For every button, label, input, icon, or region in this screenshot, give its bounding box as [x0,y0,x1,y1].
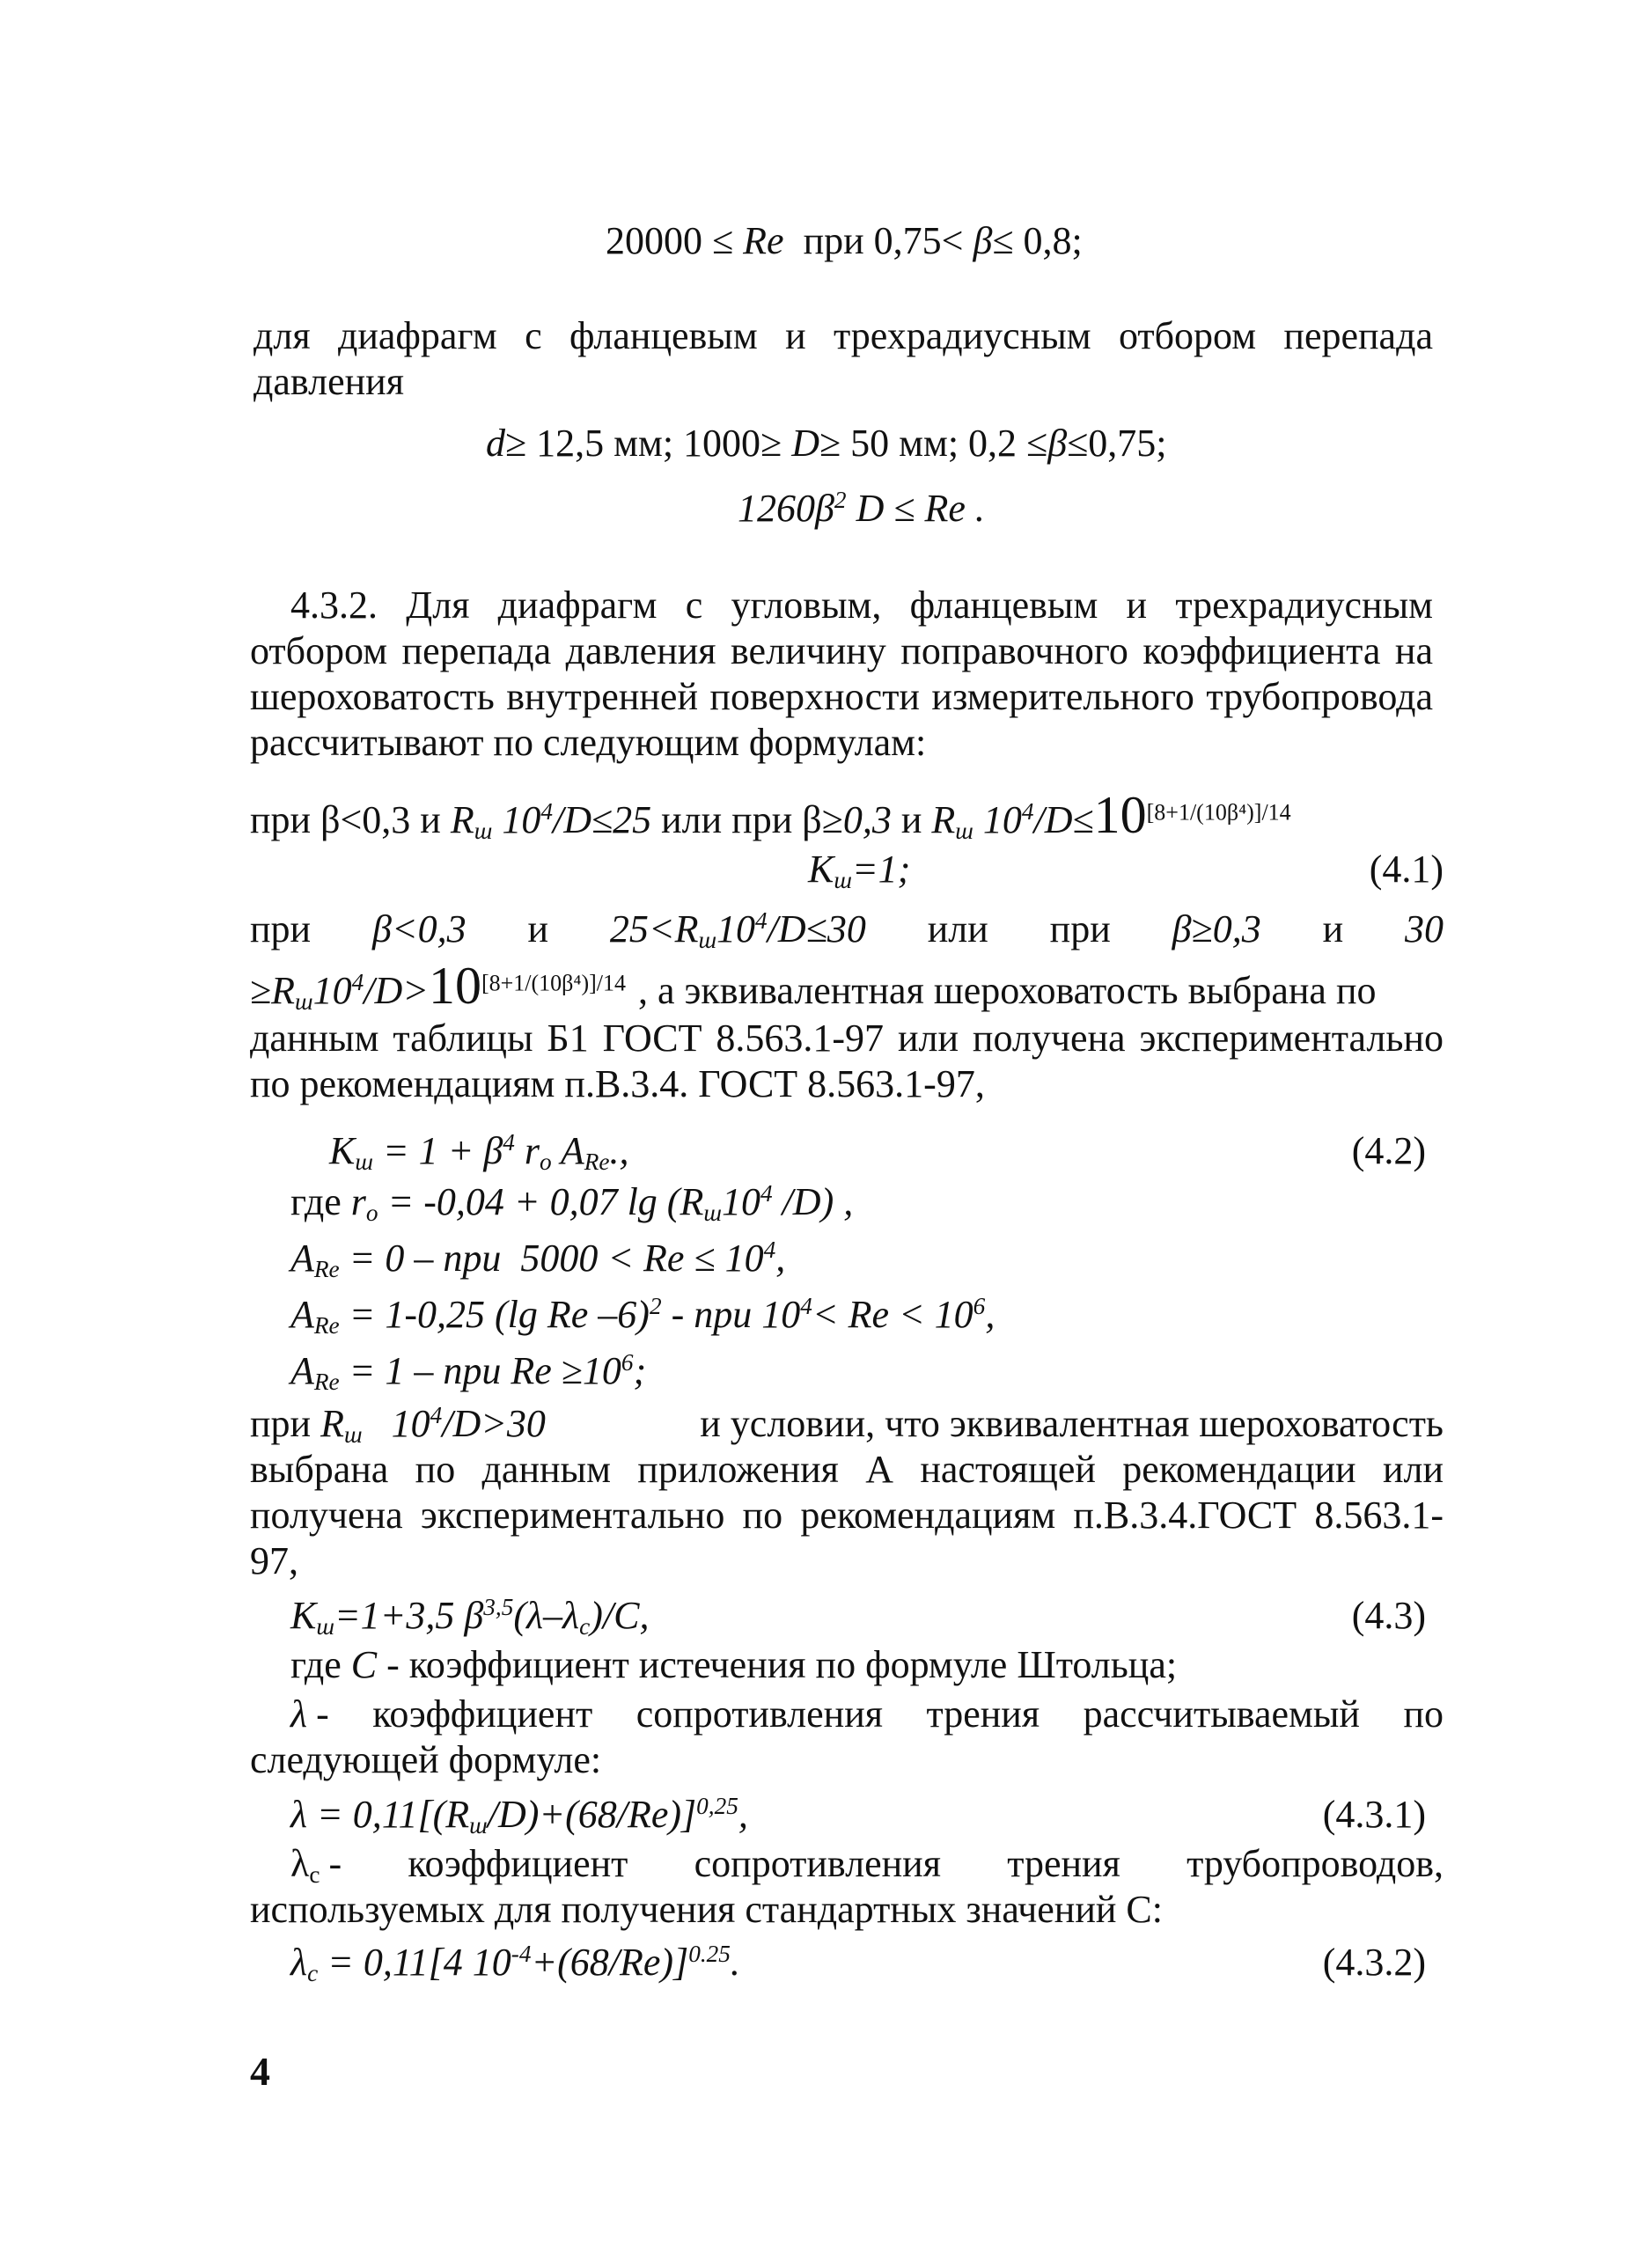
formula-text: 25<R [609,907,699,951]
formula-text: ≤ 0,8; [992,219,1083,262]
paragraph-line: 97, [250,1539,298,1582]
formula-text: )/C, [590,1594,650,1637]
subscript: o [540,1148,552,1175]
formula-text: (λ–λ [513,1594,580,1637]
formula-text: где [290,1180,351,1223]
symbol-K: K [808,848,834,891]
formula-text: 10 [1093,786,1147,844]
equation-4-3-2 [290,1940,740,1985]
superscript: 2 [834,487,847,513]
symbol-D: D [791,422,819,465]
formula-text: ; [633,1349,647,1392]
paragraph-line: используемых для получения стандартных значений С: [250,1888,1163,1931]
formula-text: /D>30 [442,1402,546,1445]
formula-text: 0,3 [842,798,892,841]
formula-text: - коэффициент истечения по формуле Штольца; [377,1643,1178,1686]
formula-text: 10 [716,907,756,951]
formula-text: A [551,1129,584,1172]
formula-text: +(68/Re)] [531,1941,689,1984]
symbol-K: K [329,1129,356,1172]
formula-text: /D≤30 [767,907,866,951]
formula-text: /D) , [772,1180,854,1223]
formula-text: , [738,1793,748,1836]
formula-text: /D> [364,969,429,1012]
are-line [290,1348,646,1394]
formula-text: /D≤ [1033,798,1094,841]
subscript: c [307,1959,319,1986]
superscript: 4 [763,1237,776,1263]
equation-4-3-1 [290,1792,748,1838]
equation-4-3 [290,1593,649,1639]
superscript: -4 [511,1941,532,1967]
symbol-C: C [350,1643,378,1686]
exponent: [8+1/(10β⁴)]/14 [1146,799,1291,826]
formula-beta: β [973,219,993,262]
subscript: ш [698,926,717,953]
formula-text: = 1-0,25 (lg Re –6) [339,1293,650,1336]
symbol-lambda: λ [290,1692,308,1736]
equation-number: (4.3.2) [1322,1941,1426,1984]
symbol-lambda: λ [290,1842,310,1885]
formula-text: и [527,907,548,951]
formula-text: 10 [492,798,541,841]
formula-text: r [514,1129,540,1172]
symbol-A: A [290,1349,314,1392]
formula-text: или при β≥ [651,798,843,841]
condition-line [738,486,985,532]
symbol-R: R [931,798,956,841]
formula-text: 20000 ≤ [606,219,744,262]
formula-text: , [985,1293,995,1336]
formula-text: при [1049,907,1111,951]
paragraph-line: получена экспериментально по рекомендациям п.В.3.4.ГОСТ 8.563.1- [250,1494,1444,1537]
subscript: ш [295,987,313,1015]
subscript: c [579,1612,591,1640]
superscript: 4 [503,1129,515,1156]
superscript: 0.25 [688,1941,731,1967]
formula-text: и условии, что эквивалентная шероховатость [700,1402,1444,1445]
paragraph-line: отбором перепада давления величину поправочного коэффициента на [250,629,1433,672]
page-number: 4 [250,2049,270,2094]
exponent: [8+1/(10β⁴)]/14 [481,970,627,996]
top-formula [606,218,1083,264]
formula-text: - коэффициент сопротивления трения трубопроводов, [328,1842,1444,1885]
formula-text: 10 [973,798,1022,841]
condition-42-line [250,957,1377,1015]
formula-text: =1+3,5 β [334,1594,484,1637]
paragraph-line [250,1401,1444,1447]
formula-text: < Re < 10 [812,1293,973,1336]
formula-text: - коэффициент сопротивления трения рассчитываемый по [316,1692,1444,1736]
formula-text: 10 [428,957,481,1015]
superscript: 4 [755,907,768,934]
subscript: c [309,1861,320,1888]
equation-number: (4.3) [1351,1594,1426,1637]
subscript: ш [474,817,493,844]
formula-text: и [891,798,932,841]
formula-text: D ≤ Re . [846,487,985,530]
equation-number: (4.2) [1351,1129,1426,1172]
where-r0 [290,1179,853,1225]
formula-text: . [730,1941,740,1984]
formula-text: = 0 – при 5000 < Re ≤ 10 [339,1237,764,1280]
formula-text: = 1 + β [372,1129,503,1172]
paragraph-line [290,1841,1444,1887]
formula-text: ≥ 50 мм; 0,2 ≤ [819,422,1048,465]
condition-42-line [250,906,1444,952]
subscript: ш [316,1612,334,1640]
formula-text: где [290,1643,351,1686]
paragraph-line: по рекомендациям п.В.3.4. ГОСТ 8.563.1-97, [250,1062,985,1105]
subscript: Re [313,1311,340,1339]
paragraph-line: 4.3.2. Для диафрагм с угловым, фланцевым и трехрадиусным [290,584,1433,627]
condition-line [486,421,1167,466]
subscript: ш [343,1420,363,1448]
formula-text: = 0,11[4 10 [318,1941,511,1984]
formula-text: 30 [1404,907,1444,951]
superscript: 4 [351,969,364,995]
equation-4-1 [808,847,910,892]
paragraph-line: следующей формуле: [250,1738,602,1781]
superscript: 6 [973,1293,986,1319]
formula-text: или [927,907,988,951]
formula-text: /D≤25 [552,798,652,841]
subscript: ш [355,1148,373,1175]
formula-text [290,1841,320,1887]
superscript: 4 [760,1180,773,1207]
formula-text: , а эквивалентная шероховатость выбрана по [638,969,1377,1012]
symbol-R: R [320,1402,344,1445]
formula-text: 10 [721,1180,760,1223]
formula-text: и [1322,907,1344,951]
formula-text: ≥R [250,969,296,1012]
symbol-A: A [290,1293,314,1336]
formula-text: при β<0,3 и [250,798,451,841]
formula-text: 1260β [738,487,834,530]
formula-text: ≥ 12,5 мм; 1000≥ [505,422,792,465]
paragraph-line: шероховатость внутренней поверхности измерительного трубопровода [250,675,1433,718]
subscript: ш [703,1199,722,1226]
formula-text: 10 [362,1402,430,1445]
formula-text: β<0,3 [371,907,467,951]
where-c [290,1642,1177,1688]
subscript: o [365,1199,378,1226]
formula-text [610,906,866,952]
equation-number: (4.3.1) [1322,1793,1426,1836]
formula-text: λ = 0,11[(R [290,1793,470,1836]
formula-text: при [250,1402,321,1445]
superscript: 4 [430,1402,443,1428]
formula-re: Re [743,219,784,262]
superscript: 0,25 [696,1793,738,1819]
formula-text: - при 10 [661,1293,801,1336]
equation-4-2 [329,1128,629,1174]
symbol-lambda: λ [290,1941,308,1984]
equation-number: (4.1) [1369,848,1444,891]
superscript: 3,5 [483,1594,514,1620]
symbol-d: d [486,422,505,465]
paragraph-line: выбрана по данным приложения А настоящей рекомендации или [250,1448,1444,1491]
superscript: 4 [1021,798,1034,825]
are-line [290,1236,785,1281]
superscript: 2 [649,1293,662,1319]
formula-beta: β [1047,422,1068,465]
symbol-r: r [350,1180,366,1223]
symbol-A: A [290,1237,314,1280]
formula-text: β≥0,3 [1172,907,1261,951]
superscript: 4 [800,1293,812,1319]
paragraph-line: для диафрагм с фланцевым и трехрадиусным отбором перепада [253,314,1433,357]
formula-text: =1; [851,848,911,891]
formula-text: при 0,75< [783,219,973,262]
subscript: ш [469,1811,488,1839]
paragraph-line [290,1692,1444,1737]
formula-text: при [250,907,312,951]
formula-text: ≤0,75; [1067,422,1167,465]
formula-text [250,1401,546,1447]
subscript: Re [584,1148,610,1175]
paragraph-line: данным таблицы Б1 ГОСТ 8.563.1-97 или получена экспериментально [250,1017,1444,1060]
symbol-K: K [290,1594,317,1637]
superscript: 4 [540,798,553,825]
symbol-R: R [450,798,474,841]
formula-text: ., [609,1129,629,1172]
condition-41 [250,786,1291,844]
subscript: Re [313,1368,340,1395]
formula-text: , [775,1237,786,1280]
subscript: ш [834,866,852,893]
paragraph-line: рассчитывают по следующим формулам: [250,721,927,764]
formula-text: = 1 – при Re ≥10 [339,1349,621,1392]
subscript: Re [313,1255,340,1282]
paragraph-line: давления [253,360,404,403]
are-line [290,1292,995,1338]
formula-text: 10 [312,969,352,1012]
subscript: ш [955,817,973,844]
formula-text: /D)+(68/Re)] [487,1793,697,1836]
superscript: 6 [621,1349,634,1376]
formula-text: = -0,04 + 0,07 lg (R [378,1180,704,1223]
